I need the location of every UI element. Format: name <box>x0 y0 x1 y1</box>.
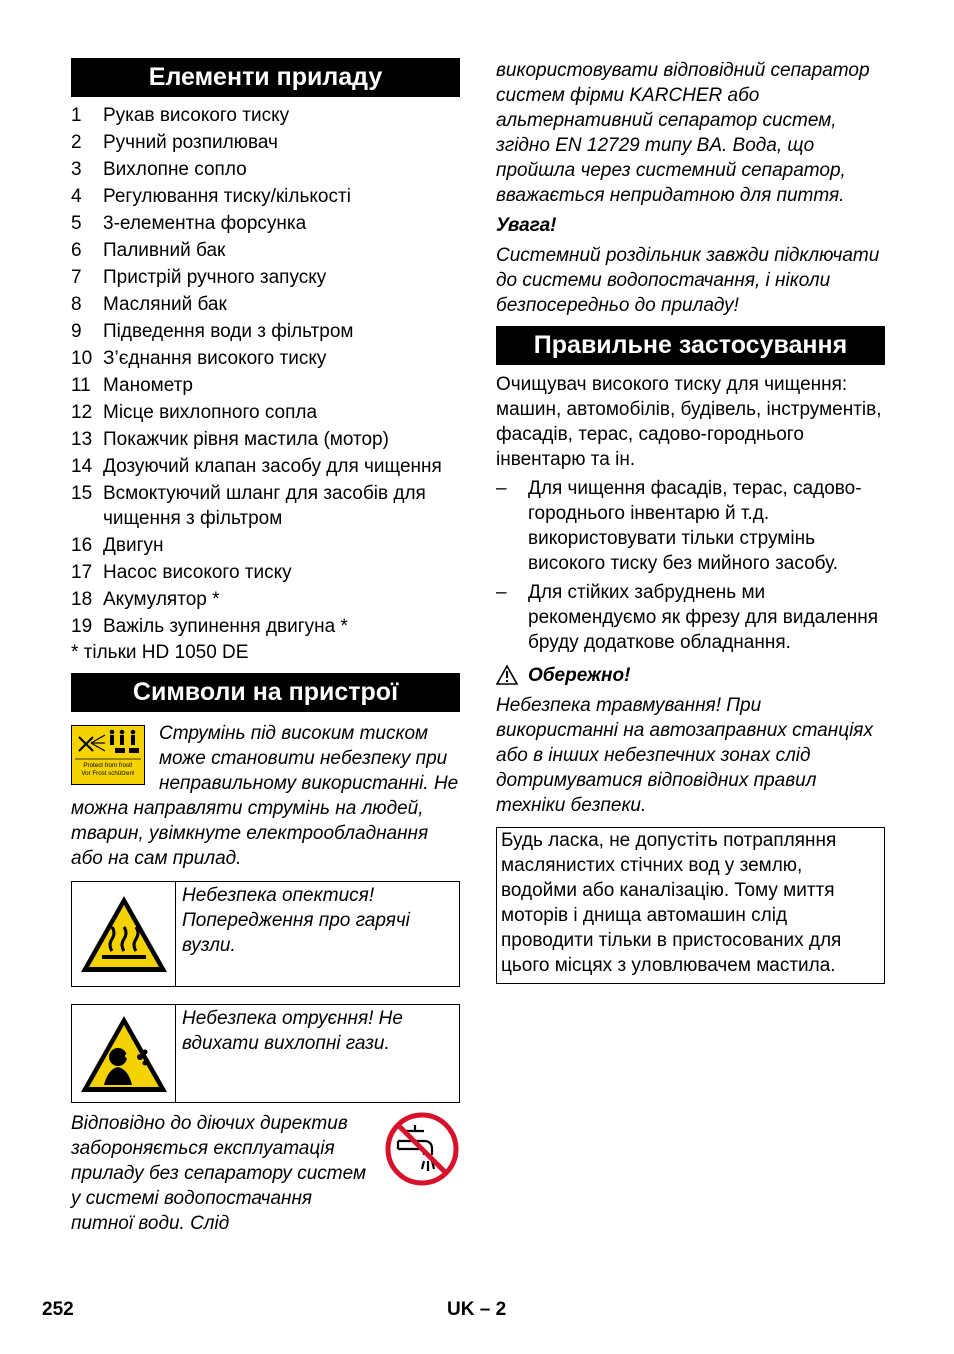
section-heading-device-elements: Елементи приладу <box>71 58 460 97</box>
parts-item-number: 10 <box>71 348 93 369</box>
separator-continuation-text: використовувати відповідний сепаратор систем фірми KARCHER або альтернативний сепаратор систем, згідно EN 12729 типу BA. Вода, що пройшла через системний сепаратор, вважається непридатною для пиття. <box>496 60 870 206</box>
parts-item-number: 16 <box>71 535 93 556</box>
frost-label-line1: Protect from frost! <box>83 762 133 769</box>
parts-item-number: 4 <box>71 186 82 207</box>
page-number: 252 <box>42 1299 74 1320</box>
directive-block <box>71 1111 460 1236</box>
high-pressure-jet-label-icon <box>71 725 145 785</box>
parts-item-number: 5 <box>71 213 82 234</box>
parts-item-number: 2 <box>71 132 82 153</box>
burn-warning-table <box>71 881 460 987</box>
parts-list-item <box>71 560 460 585</box>
usage-dash-item-1 <box>496 476 885 576</box>
parts-item-number: 6 <box>71 240 82 261</box>
dash-item-text: Для чищення фасадів, терас, садово-городнього інвентарю й т.д. використовувати тільки струмінь високого тиску без мийного засобу. <box>528 478 862 574</box>
parts-list-item <box>71 130 460 155</box>
parts-list-item <box>71 265 460 290</box>
page-section-label: UK – 2 <box>447 1299 507 1320</box>
directive-text: Відповідно до діючих директив забороняється експлуатація приладу без сепаратору систем у системі водопостачання питної води. Слід <box>71 1113 366 1234</box>
parts-item-number: 3 <box>71 159 82 180</box>
parts-list-item <box>71 481 460 531</box>
burn-warning-text: Небезпека опектися! Попередження про гарячі вузли. <box>182 885 410 956</box>
parts-item-number: 1 <box>71 105 82 126</box>
caution-heading <box>496 663 885 688</box>
parts-list-item <box>71 373 460 398</box>
left-column <box>71 58 460 1236</box>
parts-item-label: Акумулятор * <box>103 589 220 610</box>
warning-triangle-icon <box>496 665 520 687</box>
parts-item-number: 13 <box>71 429 93 450</box>
parts-list-item <box>71 427 460 452</box>
caution-label: Обережно! <box>528 665 631 686</box>
parts-item-number: 19 <box>71 616 93 637</box>
right-column <box>496 58 885 984</box>
parts-list-item <box>71 103 460 128</box>
parts-item-number: 8 <box>71 294 82 315</box>
caution-text: Небезпека травмування! При використанні на автозаправних станціях або в інших небезпечних зонах слід дотримуватися відповідних правил техніки безпеки. <box>496 695 873 816</box>
parts-item-label: Паливний бак <box>103 240 226 261</box>
parts-item-label: Насос високого тиску <box>103 562 292 583</box>
parts-item-number: 7 <box>71 267 82 288</box>
parts-item-label: Рукав високого тиску <box>103 105 290 126</box>
dash-item-text: Для стійких забруднень ми рекомендуємо як фрезу для видалення бруду додаткове обладнання. <box>528 582 879 653</box>
dash-bullet: – <box>496 582 507 603</box>
parts-list-item <box>71 614 460 639</box>
parts-item-number: 9 <box>71 321 82 342</box>
parts-list-item <box>71 157 460 182</box>
parts-item-label: Регулювання тиску/кількості <box>103 186 351 207</box>
parts-item-label: Ручний розпилювач <box>103 132 278 153</box>
parts-item-number: 12 <box>71 402 93 423</box>
parts-item-number: 11 <box>71 375 91 396</box>
hot-surface-warning-icon <box>72 882 176 986</box>
parts-list <box>71 103 460 639</box>
section-heading-proper-use: Правильне застосування <box>496 326 885 365</box>
parts-list-item <box>71 319 460 344</box>
parts-item-label: Вихлопне сопло <box>103 159 247 180</box>
frost-label-line2: Vor Frost schützen! <box>81 770 135 777</box>
parts-item-label: Масляний бак <box>103 294 227 315</box>
parts-item-label: З’єднання високого тиску <box>103 348 327 369</box>
parts-list-item <box>71 587 460 612</box>
parts-item-label: Дозуючий клапан засобу для чищення <box>103 456 442 477</box>
footnote: * тільки HD 1050 DE <box>71 642 249 663</box>
parts-item-label: Підведення води з фільтром <box>103 321 354 342</box>
attention-label: Увага! <box>496 215 557 236</box>
poison-warning-text: Небезпека отруєння! Не вдихати вихлопні гази. <box>182 1008 403 1054</box>
parts-item-label: Покажчик рівня мастила (мотор) <box>103 429 389 450</box>
attention-text: Системний роздільник завжди підключати до системи водопостачання, і ніколи безпосередньо до приладу! <box>496 245 880 316</box>
no-drinking-water-connection-icon <box>384 1111 460 1187</box>
parts-list-item <box>71 454 460 479</box>
poison-warning-table <box>71 1004 460 1103</box>
parts-list-item <box>71 238 460 263</box>
parts-item-label: Важіль зупинення двигуна * <box>103 616 348 637</box>
section-heading-device-symbols: Символи на пристрої <box>71 673 460 712</box>
parts-list-item <box>71 533 460 558</box>
parts-item-label: Місце вихлопного сопла <box>103 402 318 423</box>
parts-item-label: Всмоктуючий шланг для засобів для чищення з фільтром <box>103 483 426 529</box>
parts-item-label: 3-елементна форсунка <box>103 213 307 234</box>
parts-item-label: Манометр <box>103 375 193 396</box>
parts-item-label: Пристрій ручного запуску <box>103 267 327 288</box>
parts-item-number: 18 <box>71 589 93 610</box>
parts-list-item <box>71 292 460 317</box>
usage-dash-item-2 <box>496 580 885 655</box>
parts-item-number: 15 <box>71 483 93 504</box>
parts-item-number: 17 <box>71 562 93 583</box>
parts-item-number: 14 <box>71 456 93 477</box>
jet-warning-text: Струмінь під високим тиском може становити небезпеку при неправильному використанні. Не можна направляти струмінь на людей, тварин, увімкнуте електрообладнання або на сам прилад. <box>71 723 459 869</box>
parts-list-item <box>71 184 460 209</box>
oil-wastewater-notice-box: Будь ласка, не допустіть потрапляння маслянистих стічних вод у землю, водойми або каналізацію. Тому миття моторів і днища автомашин слід проводити тільки в пристосованих для цього місцях з уловлювачем мастила. <box>496 827 885 984</box>
dash-bullet: – <box>496 478 507 499</box>
parts-list-item <box>71 211 460 236</box>
parts-list-item <box>71 400 460 425</box>
toxic-fumes-warning-icon <box>72 1005 176 1102</box>
parts-list-item <box>71 346 460 371</box>
jet-warning-block <box>71 722 460 871</box>
parts-item-label: Двигун <box>103 535 164 556</box>
usage-text: Очищувач високого тиску для чищення: машин, автомобілів, будівель, інструментів, фасадів, терас, садово-городнього інвентарю та ін. <box>496 374 882 470</box>
